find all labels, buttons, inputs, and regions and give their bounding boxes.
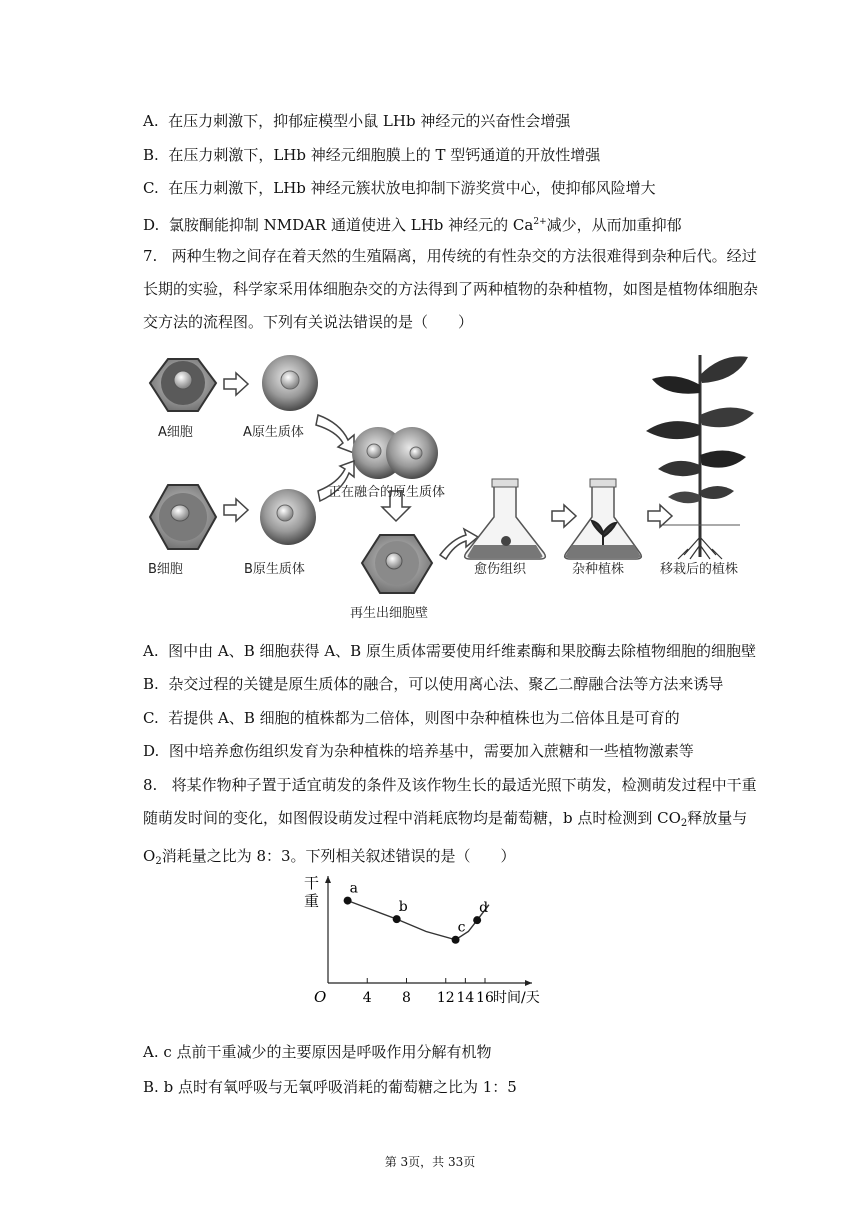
data-point-label-a: a bbox=[349, 880, 358, 897]
q8-number: 8. bbox=[143, 776, 158, 794]
data-point-label-b: b bbox=[398, 899, 408, 916]
arrow-right-icon bbox=[224, 499, 248, 521]
a-cell-icon bbox=[150, 359, 216, 411]
data-point-a bbox=[344, 897, 352, 905]
q8-stem: 8. 将某作物种子置于适宜萌发的条件及该作物生长的最适光照下萌发，检测萌发过程中干重随萌发时间的变化，如图假设萌发过程中消耗底物均是葡萄糖，b 点时检测到 $CO_2$释放量与 $O_2$消耗量之比为 8：3。下列相关叙述错误的是（ ） bbox=[143, 776, 757, 867]
y-axis-label: 干 bbox=[304, 874, 320, 892]
data-point-label-d: d bbox=[479, 900, 489, 917]
x-tick-label: 8 bbox=[402, 990, 411, 1006]
b-protoplast-icon bbox=[260, 489, 316, 545]
dry-weight-chart bbox=[300, 870, 560, 1010]
b-protoplast-label: B原生质体 bbox=[244, 562, 305, 577]
regenerated-cell-icon bbox=[362, 535, 432, 593]
callus-flask-icon bbox=[465, 479, 546, 559]
fusing-label: 正在融合的原生质体 bbox=[328, 485, 446, 500]
flow-diagram bbox=[140, 345, 760, 635]
q6-option-a: A. 在压力刺激下，抑郁症模型小鼠 LHb 神经元的兴奋性会增强 bbox=[143, 112, 571, 130]
b-cell-label: B细胞 bbox=[148, 562, 183, 577]
origin-label: O bbox=[314, 988, 327, 1006]
arrow-right-icon bbox=[648, 505, 672, 527]
q7-number: 7. bbox=[143, 247, 158, 265]
q6-option-b: B. 在压力刺激下，LHb 神经元细胞膜上的 T 型钙通道的开放性增强 bbox=[143, 146, 601, 164]
transplanted-plant-icon bbox=[646, 355, 754, 559]
curved-arrow-down-icon bbox=[316, 415, 354, 453]
data-point-c bbox=[452, 936, 460, 944]
y-axis-label: 重 bbox=[304, 892, 320, 910]
data-point-b bbox=[393, 915, 401, 923]
callus-label: 愈伤组织 bbox=[474, 562, 527, 577]
dry-weight-curve bbox=[348, 901, 489, 940]
x-axis-label: 时间/天 bbox=[493, 990, 540, 1006]
arrow-right-icon bbox=[224, 373, 248, 395]
transplanted-label: 移栽后的植株 bbox=[660, 562, 739, 577]
q6-option-d: D. 氯胺酮能抑制 NMDAR 通道使进入 LHb 神经元的 $Ca^{2+}$减少，从而加重抑郁 bbox=[143, 216, 682, 234]
a-protoplast-label: A原生质体 bbox=[243, 425, 304, 440]
q7-option-c: C. 若提供 A、B 细胞的植株都为二倍体，则图中杂种植株也为二倍体且是可育的 bbox=[143, 709, 680, 727]
q8-option-a: A. c 点前干重减少的主要原因是呼吸作用分解有机物 bbox=[143, 1043, 492, 1061]
b-cell-icon bbox=[150, 485, 216, 549]
q6-option-c: C. 在压力刺激下，LHb 神经元簇状放电抑制下游奖赏中心，使抑郁风险增大 bbox=[143, 179, 656, 197]
hybrid-label: 杂种植株 bbox=[572, 562, 625, 577]
hybrid-flask-icon bbox=[565, 479, 642, 559]
q8-chart bbox=[300, 870, 560, 1010]
y-axis-arrow bbox=[325, 876, 331, 883]
a-protoplast-icon bbox=[262, 355, 318, 411]
q8-option-b: B. b 点时有氧呼吸与无氧呼吸消耗的葡萄糖之比为 1：5 bbox=[143, 1078, 517, 1096]
q7-stem: 7. 两种生物之间存在着天然的生殖隔离，用传统的有性杂交的方法很难得到杂种后代。经过长期的实验，科学家采用体细胞杂交的方法得到了两种植物的杂种植物，如图是植物体细胞杂交方法的流程图。下列有关说法错误的是（ ） bbox=[143, 247, 759, 331]
x-tick-label: 4 bbox=[362, 990, 372, 1006]
a-cell-label: A细胞 bbox=[158, 425, 193, 440]
data-point-label-c: c bbox=[457, 919, 466, 936]
page-footer: 第 3页，共 33页 bbox=[384, 1155, 476, 1169]
q7-option-a: A. 图中由 A、B 细胞获得 A、B 原生质体需要使用纤维素酶和果胶酶去除植物细胞的细胞壁 bbox=[143, 642, 756, 660]
data-point-d bbox=[473, 916, 481, 924]
fusing-protoplasts-icon bbox=[352, 427, 438, 479]
q7-option-b: B. 杂交过程的关键是原生质体的融合，可以使用离心法、聚乙二醇融合法等方法来诱导 bbox=[143, 675, 724, 693]
x-axis-arrow bbox=[525, 980, 532, 986]
arrow-right-icon bbox=[552, 505, 576, 527]
x-tick-label: 16 bbox=[476, 990, 494, 1006]
q7-flow-figure bbox=[140, 345, 760, 635]
regenerated-label: 再生出细胞壁 bbox=[350, 606, 429, 621]
x-tick-label: 14 bbox=[456, 990, 475, 1006]
x-tick-label: 12 bbox=[436, 990, 455, 1006]
q7-option-d: D. 图中培养愈伤组织发育为杂种植株的培养基中，需要加入蔗糖和一些植物激素等 bbox=[143, 742, 694, 760]
